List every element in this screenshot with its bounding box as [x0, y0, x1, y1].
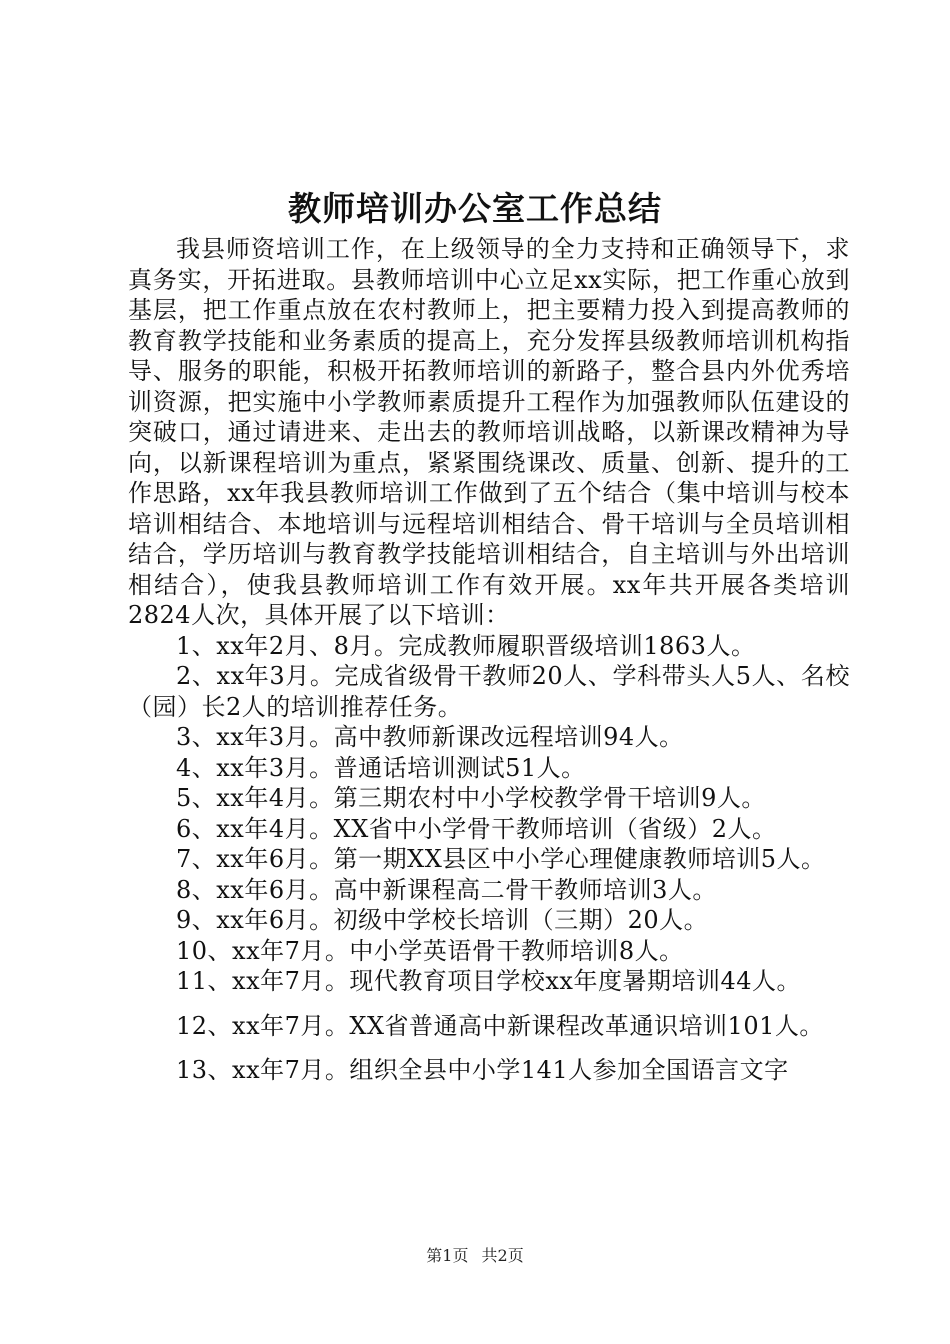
list-item: 8、xx年6月。高中新课程高二骨干教师培训3人。 [176, 875, 717, 904]
document-body [128, 234, 850, 1086]
list-item: 3、xx年3月。高中教师新课改远程培训94人。 [176, 723, 684, 751]
list-item: 6、xx年4月。XX省中小学骨干教师培训（省级）2人。 [176, 814, 777, 843]
list-item: 11、xx年7月。现代教育项目学校xx年度暑期培训44人。 [176, 967, 801, 995]
list-item: 4、xx年3月。普通话培训测试51人。 [176, 753, 586, 782]
list-item: 9、xx年6月。初级中学校长培训（三期）20人。 [176, 906, 709, 934]
page-number: 第1页 [426, 1246, 469, 1265]
document-title: 教师培训办公室工作总结 [288, 189, 662, 228]
list-item: 13、xx年7月。组织全县中小学141人参加全国语言文字 [176, 1056, 789, 1084]
intro-paragraph: 我县师资培训工作，在上级领导的全力支持和正确领导下，求真务实，开拓进取。县教师培训中心立足xx实际，把工作重心放到基层，把工作重点放在农村教师上，把主要精力投入到提高教师的教育教学技能和业务素质的提高上，充分发挥县级教师培训机构指导、服务的职能，积极开拓教师培训的新路子，整合县内外优秀培训资源，把实施中小学教师素质提升工程作为加强教师队伍建设的突破口，通过请进来、走出去的教师培训战略，以新课改精神为导向，以新课程培训为重点，紧紧围绕课改、质量、创新、提升的工作思路，xx年我县教师培训工作做到了五个结合（集中培训与校本培训相结合、本地培训与远程培训相结合、骨干培训与全员培训相结合，学历培训与教育教学技能培训相结合，自主培训与外出培训相结合），使我县教师培训工作有效开展。xx年共开展各类培训2824人次，具体开展了以下培训： [128, 235, 850, 629]
list-item: 12、xx年7月。XX省普通高中新课程改革通识培训101人。 [176, 1011, 824, 1040]
page-footer [0, 1246, 950, 1266]
list-item: 5、xx年4月。第三期农村中小学校教学骨干培训9人。 [176, 784, 766, 812]
list-item: 1、xx年2月、8月。完成教师履职晋级培训1863人。 [176, 631, 756, 660]
list-item: 7、xx年6月。第一期XX县区中小学心理健康教师培训5人。 [176, 845, 826, 873]
list-item: 10、xx年7月。中小学英语骨干教师培训8人。 [176, 936, 684, 965]
list-item: 2、xx年3月。完成省级骨干教师20人、学科带头人5人、名校（园）长2人的培训推荐任务。 [128, 662, 850, 721]
page-total: 共2页 [481, 1246, 524, 1265]
